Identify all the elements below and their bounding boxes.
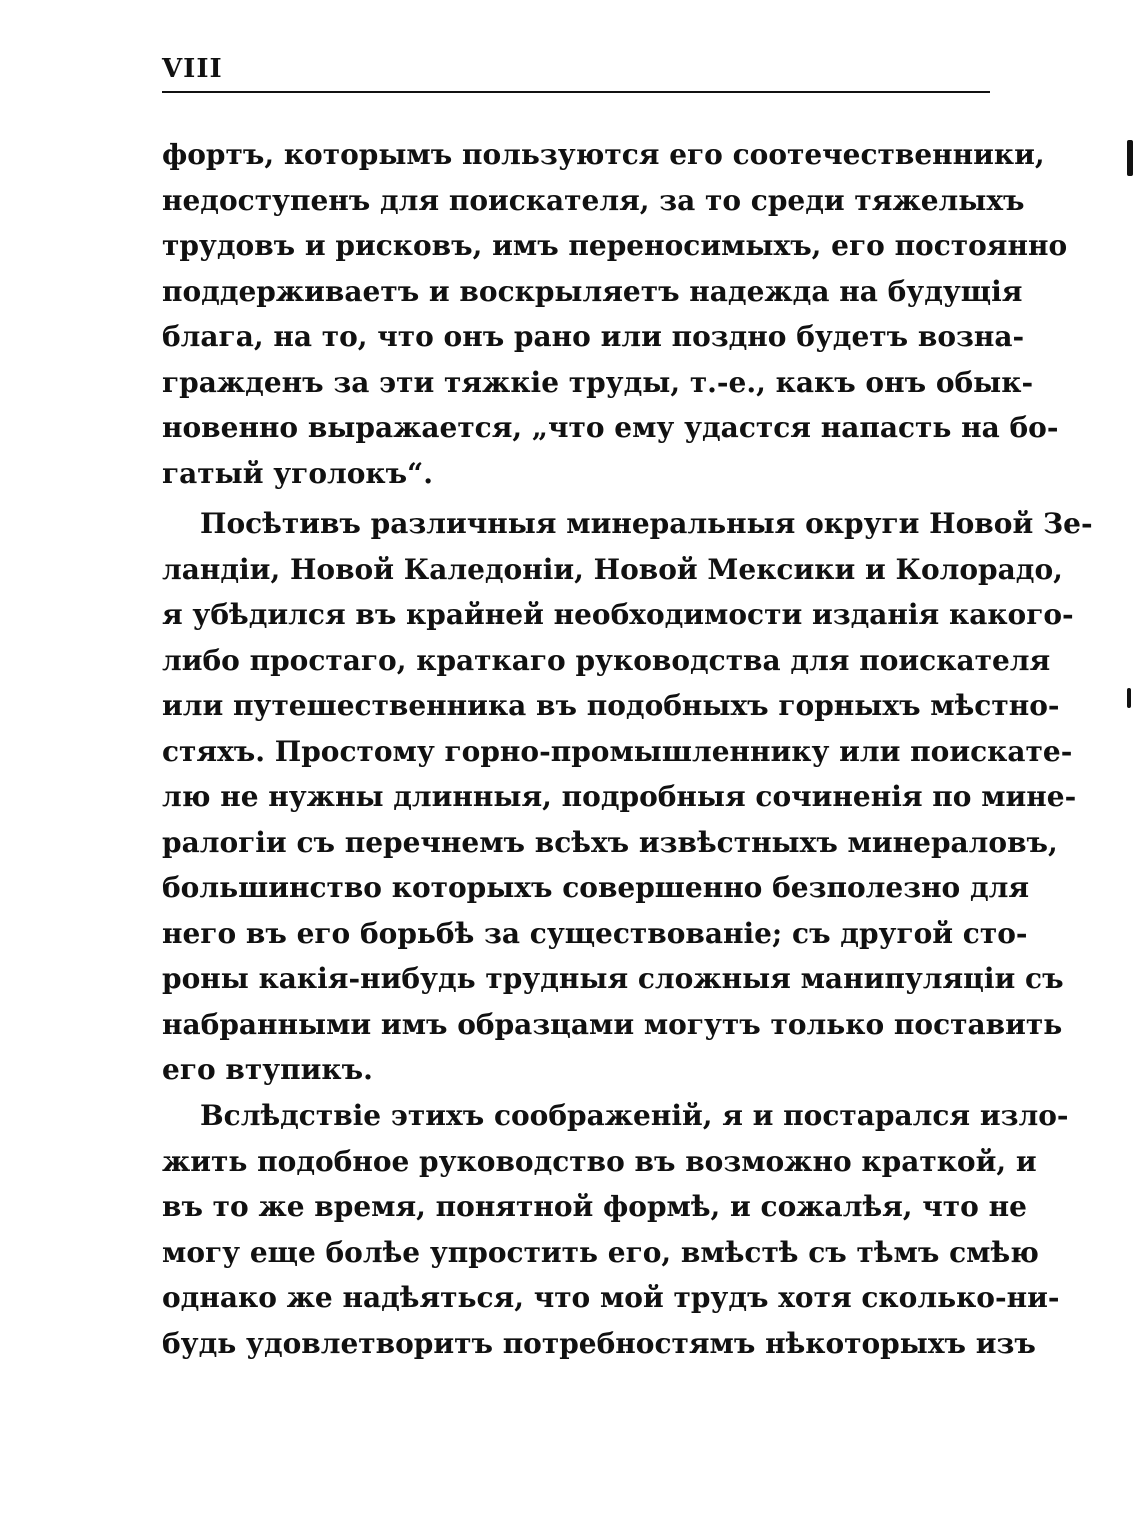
paragraph-1 bbox=[162, 132, 1068, 496]
text-line: его втупикъ. bbox=[162, 1053, 373, 1086]
text-line: Вслѣдствіе этихъ соображеній, я и постарался изло- bbox=[200, 1099, 1069, 1132]
text-line: набранными имъ образцами могутъ только поставить bbox=[162, 1007, 1063, 1041]
text-line: либо простаго, краткаго руководства для поискателя bbox=[162, 643, 1051, 677]
text-line: Посѣтивъ различныя минеральныя округи Новой Зе- bbox=[200, 507, 1093, 540]
text-line: въ то же время, понятной формѣ, и сожалѣя, что не bbox=[162, 1190, 1027, 1223]
margin-mark bbox=[1127, 140, 1133, 176]
text-line: трудовъ и рисковъ, имъ переносимыхъ, его постоянно bbox=[162, 229, 1068, 262]
text-line: ралогіи съ перечнемъ всѣхъ извѣстныхъ минераловъ, bbox=[162, 825, 1058, 859]
margin-mark bbox=[1127, 688, 1131, 708]
text-line: стяхъ. Простому горно-промышленнику или поискате- bbox=[162, 734, 1073, 768]
text-line: фортъ, которымъ пользуются его соотечественники, bbox=[162, 138, 1045, 171]
text-line: или путешественника въ подобныхъ горныхъ мѣстно- bbox=[162, 689, 1060, 722]
text-line: будь удовлетворитъ потребностямъ нѣкоторыхъ изъ bbox=[162, 1326, 1036, 1360]
page-number: VIII bbox=[162, 54, 223, 84]
text-line: однако же надѣяться, что мой трудъ хотя сколько-ни- bbox=[162, 1281, 1060, 1314]
text-line: роны какія-нибудь трудныя сложныя манипуляціи съ bbox=[162, 962, 1064, 995]
text-line: поддерживаетъ и воскрыляетъ надежда на будущія bbox=[162, 274, 1023, 308]
text-line: гатый уголокъ“. bbox=[162, 456, 433, 490]
paragraph-2 bbox=[162, 501, 1093, 1093]
text-line: большинство которыхъ совершенно безполезно для bbox=[162, 871, 1030, 904]
text-line: новенно выражается, „что ему удастся напасть на бо- bbox=[162, 411, 1059, 444]
text-line: лю не нужны длинныя, подробныя сочиненія по мине- bbox=[162, 780, 1077, 813]
text-line: ландіи, Новой Каледоніи, Новой Мексики и Колорадо, bbox=[162, 552, 1063, 586]
paragraph-3 bbox=[162, 1093, 1069, 1366]
text-line: могу еще болѣе упростить его, вмѣстѣ съ тѣмъ смѣю bbox=[162, 1235, 1039, 1269]
text-line: жить подобное руководство въ возможно краткой, и bbox=[162, 1144, 1037, 1178]
text-line: я убѣдился въ крайней необходимости изданія какого- bbox=[162, 598, 1074, 631]
text-line: него въ его борьбѣ за существованіе; съ другой сто- bbox=[162, 916, 1028, 950]
text-line: гражденъ за эти тяжкіе труды, т.-е., какъ онъ обык- bbox=[162, 365, 1034, 399]
text-line: блага, на то, что онъ рано или поздно будетъ возна- bbox=[162, 320, 1025, 353]
header-rule bbox=[162, 91, 990, 93]
text-line: недоступенъ для поискателя, за то среди тяжелыхъ bbox=[162, 183, 1025, 217]
